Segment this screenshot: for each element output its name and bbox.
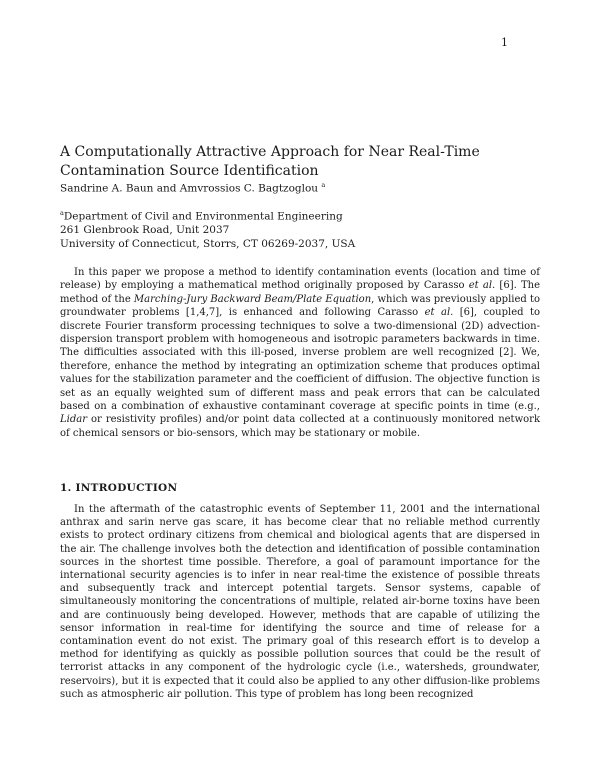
paper-title <box>60 143 540 181</box>
introduction-paragraph: In the aftermath of the catastrophic events of September 11, 2001 and the international anthrax and sarin nerve gas scare, it has become clear that no reliable method currently exists to protect ordinary citizens from chemical and biological agents that are dispersed in the air. The challenge involves both the detection and identification of possible contamination sources in the shortest time possible. Therefore, a goal of paramount importance for the international security agencies is to infer in near real-time the existence of possible threats and subsequently track and intercept potential targets. Sensor systems, capable of simultaneously monitoring the concentrations of multiple, related air-borne toxins have been and are continuously being developed. However, methods that are capable of utilizing the sensor information in real-time for identifying the source and time of release for a contamination event do not exist. The primary goal of this research effort is to develop a method for identifying as quickly as possible pollution sources that could be the result of terrorist attacks in any component of the hydrologic cycle (i.e., watersheds, groundwater, reservoirs), but it is expected that it could also be applied to any other diffusion-like problems such as atmospheric air pollution. This type of problem has long been recognized <box>60 504 540 700</box>
authors-text: Sandrine A. Baun and Amvrossios C. Bagtzoglou <box>60 182 319 195</box>
author-affiliation-mark: a <box>321 181 326 189</box>
affiliation-block <box>60 207 355 251</box>
title-line-2: Contamination Source Identification <box>60 163 319 179</box>
affiliation-line-2: 261 Glenbrook Road, Unit 2037 <box>60 224 230 236</box>
page-number: 1 <box>501 36 508 49</box>
affiliation-mark: a <box>60 209 64 217</box>
affiliation-line-1: $^a$Department of Civil and Environmental Engineering <box>60 209 343 223</box>
introduction-body <box>60 503 540 701</box>
abstract <box>60 266 540 440</box>
abstract-paragraph: In this paper we propose a method to identify contamination events (location and time of release) by employing a mathematical method originally proposed by Carasso et al. [6]. The method of the Marching-Jury Backward Beam/Plate Equation, which was previously applied to groundwater problems [1,4,7], is enhanced and following Carasso et al. [6], coupled to discrete Fourier transform processing techniques to solve a two-dimensional (2D) advection-dispersion transport problem with homogeneous and isotropic parameters backwards in time. The difficulties associated with this ill-posed, inverse problem are well recognized [2]. We, therefore, enhance the method by integrating an optimization scheme that produces optimal values for the stabilization parameter and the coefficient of diffusion. The objective function is set as an equally weighted sum of different mass and peak errors that can be calculated based on a combination of exhaustive contaminant coverage at specific points in time (e.g., Lidar or resistivity profiles) and/or point data collected at a continuously monitored network of chemical sensors or bio-sensors, which may be stationary or mobile. <box>60 267 541 439</box>
title-line-1: A Computationally Attractive Approach for Near Real-Time <box>60 144 480 160</box>
author-list <box>60 181 325 195</box>
affiliation-line-3: University of Connecticut, Storrs, CT 06269-2037, USA <box>60 237 356 250</box>
section-heading-introduction: 1. INTRODUCTION <box>60 482 178 494</box>
